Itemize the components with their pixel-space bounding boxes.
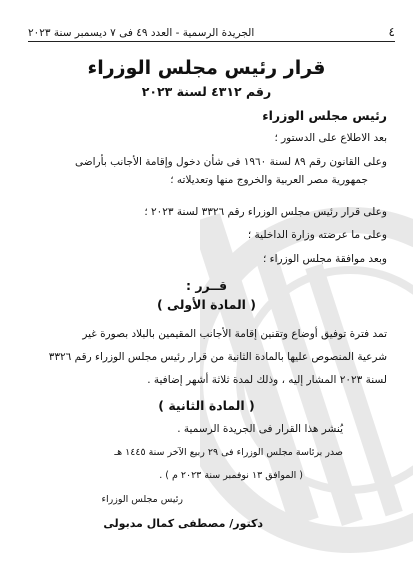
article-1-heading: ( المادة الأولى ) xyxy=(156,297,257,312)
article-1-line: لسنة ٢٠٢٣ المشار إليه ، وذلك لمدة ثلاثة أشهر إضافية . xyxy=(147,374,387,386)
decree-number: رقم ٤٣١٢ لسنة ٢٠٢٣ xyxy=(141,84,272,99)
article-1-line: شرعية المنصوص عليها بالمادة الثانية من قرار رئيس مجلس الوزراء رقم ٣٣٢٦ xyxy=(48,351,387,363)
signature-role: رئيس مجلس الوزراء xyxy=(101,494,183,505)
decision-label: قــرر : xyxy=(185,278,228,293)
gregorian-date-line: ( الموافق ١٣ نوفمبر سنة ٢٠٢٣ م ) . xyxy=(159,470,303,481)
decree-title: قرار رئيس مجلس الوزراء xyxy=(87,57,326,79)
preamble-line: وبعد موافقة مجلس الوزراء ؛ xyxy=(263,253,387,265)
issuer-heading: رئيس مجلس الوزراء xyxy=(262,108,387,123)
preamble-line: بعد الاطلاع على الدستور ؛ xyxy=(274,132,387,144)
page-header xyxy=(28,17,395,42)
preamble-line: وعلى القانون رقم ٨٩ لسنة ١٩٦٠ فى شأن دخول وإقامة الأجانب بأراضى xyxy=(74,156,387,168)
article-2-heading: ( المادة الثانية ) xyxy=(158,398,255,413)
page-number: ٤ xyxy=(388,25,395,39)
signature-name: دكتور/ مصطفى كمال مدبولى xyxy=(103,517,263,530)
preamble-line: جمهورية مصر العربية والخروج منها وتعديلاته ؛ xyxy=(170,174,368,186)
preamble-line: وعلى قرار رئيس مجلس الوزراء رقم ٣٣٢٦ لسنة ٢٠٢٣ ؛ xyxy=(144,206,387,218)
article-2-text: يُنشر هذا القرار فى الجريدة الرسمية . xyxy=(177,423,343,435)
article-1-line: تمد فترة توفيق أوضاع وتقنين إقامة الأجانب المقيمين بالبلاد بصورة غير xyxy=(82,328,387,340)
issued-date-line: صدر برئاسة مجلس الوزراء فى ٢٩ ربيع الآخر سنة ١٤٤٥ هـ xyxy=(114,447,343,458)
preamble-line: وعلى ما عرضته وزارة الداخلية ؛ xyxy=(247,229,387,241)
gazette-issue-line: الجريدة الرسمية - العدد ٤٩ فى ٧ ديسمبر سنة ٢٠٢٣ xyxy=(28,27,255,39)
